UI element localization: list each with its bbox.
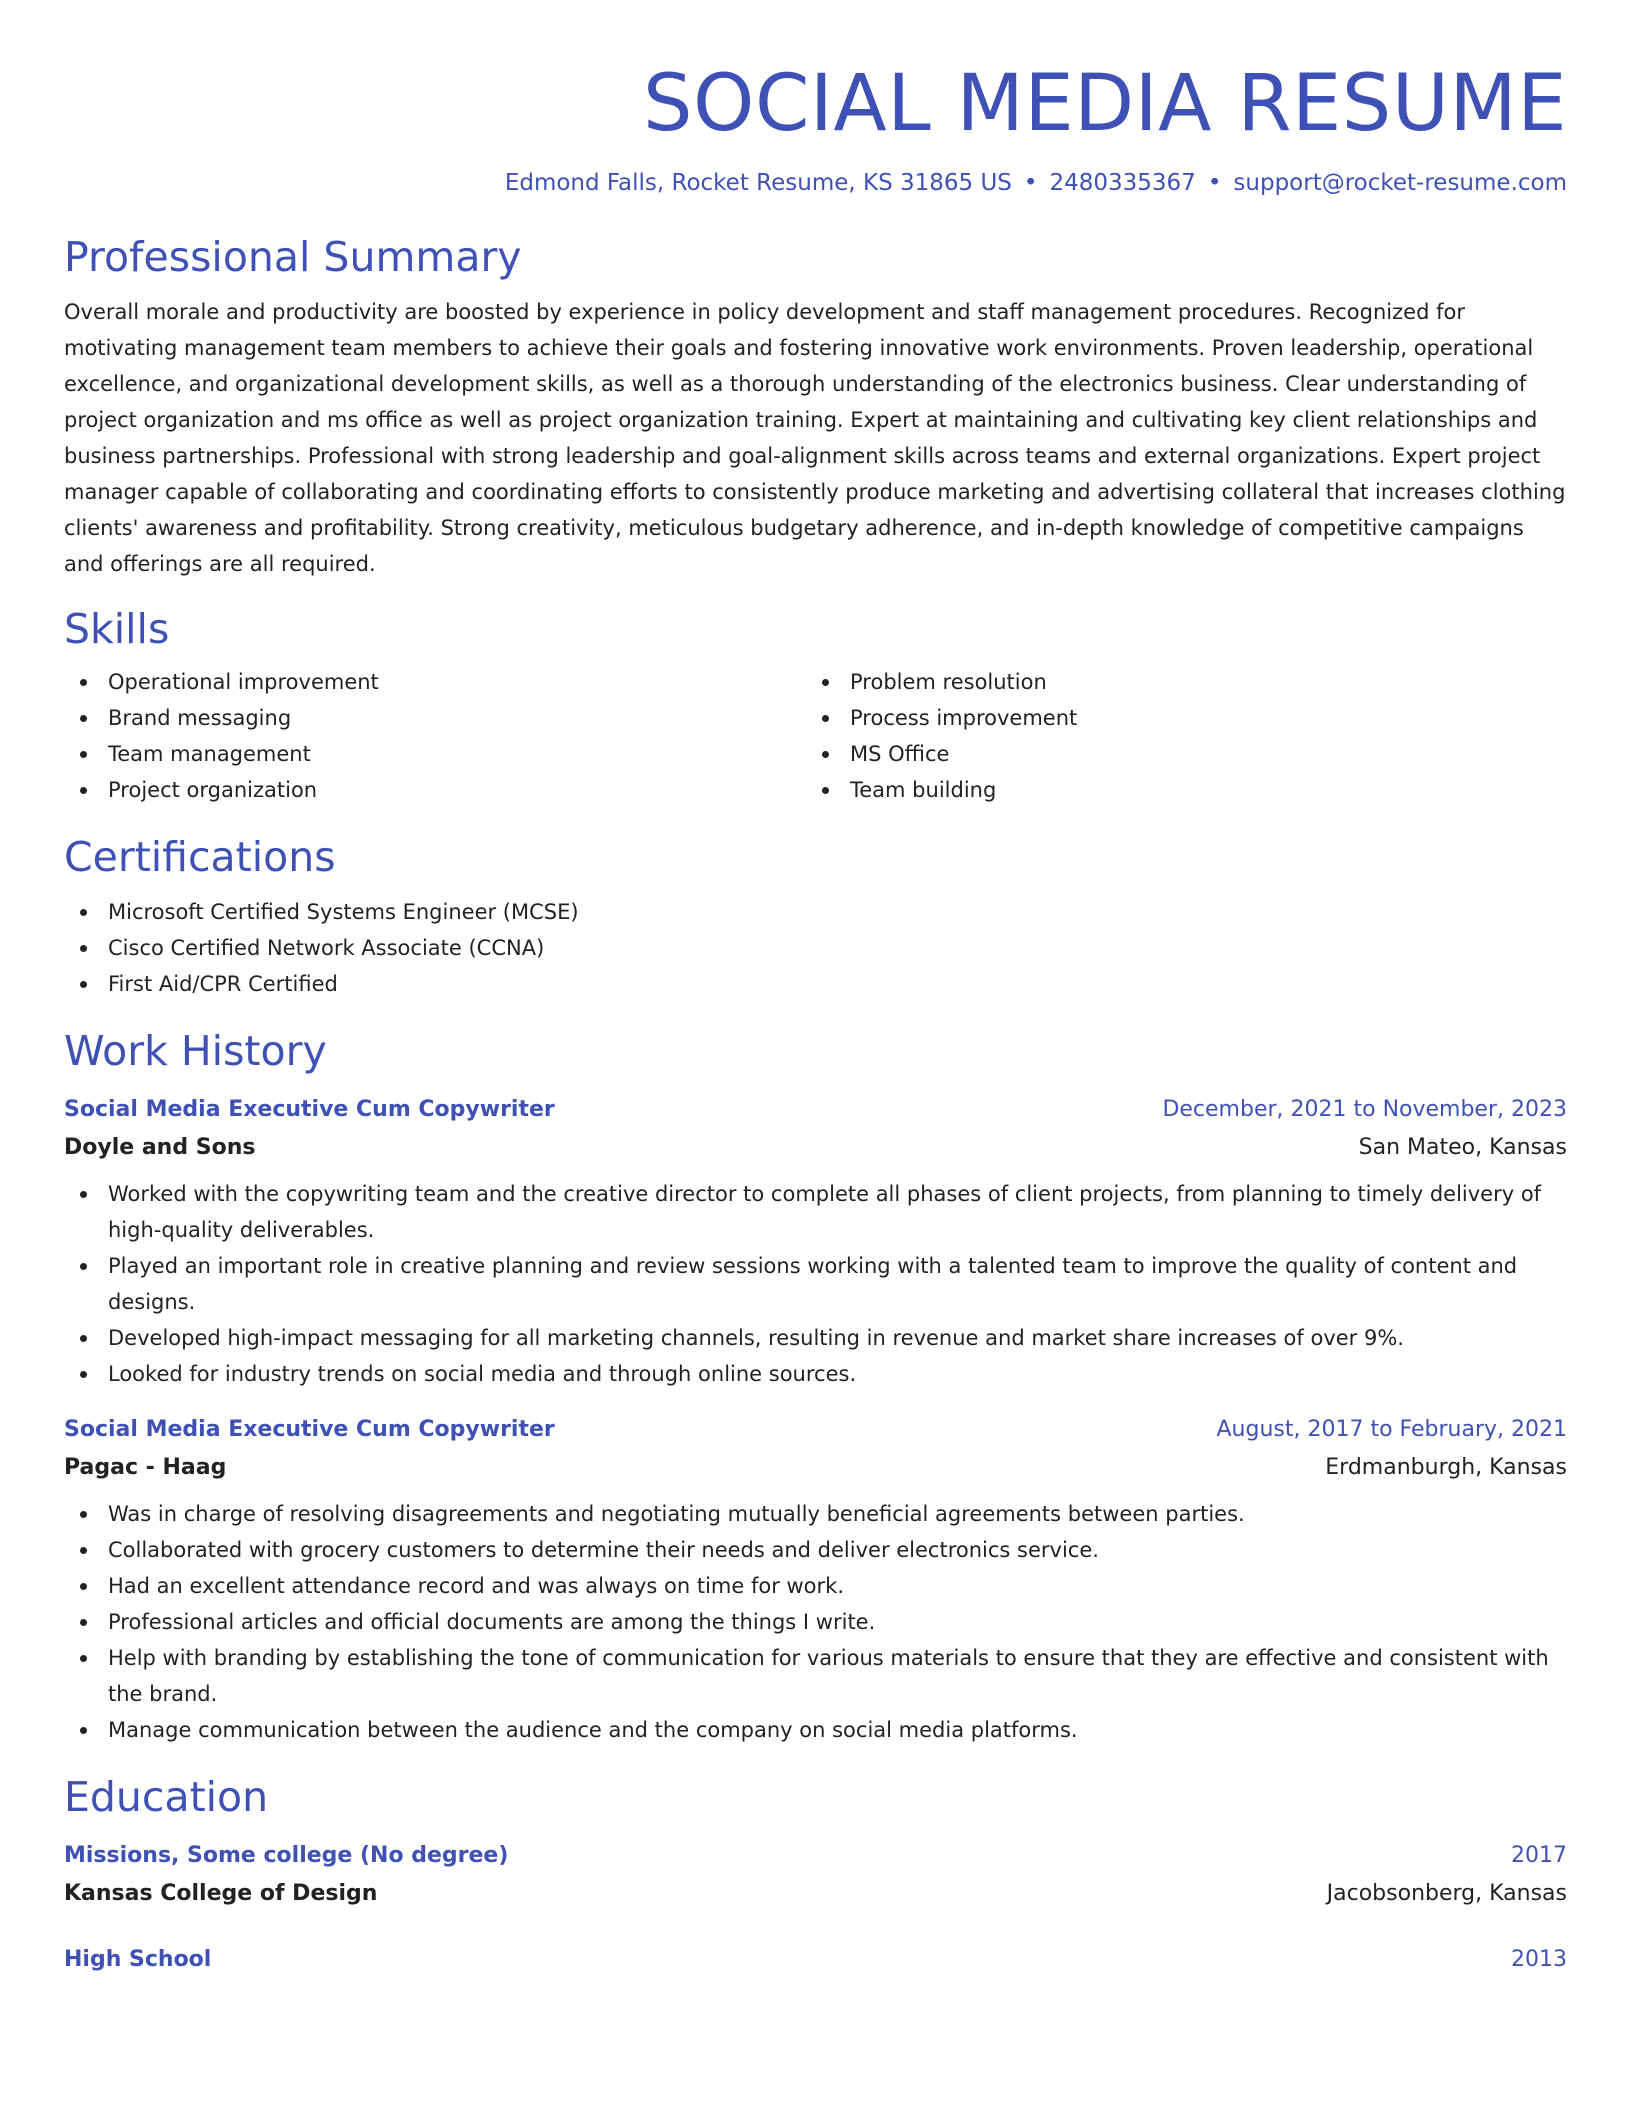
certification-item: Cisco Certified Network Associate (CCNA) <box>64 930 1567 966</box>
skill-item: Operational improvement <box>64 664 806 700</box>
job-employer: Pagac - Haag <box>64 1455 227 1480</box>
education-year: 2013 <box>1511 1947 1567 1972</box>
skill-item: Problem resolution <box>806 664 1548 700</box>
education-degree: Missions, Some college (No degree) <box>64 1843 509 1868</box>
job-bullets <box>64 1176 1567 1392</box>
skills-grid <box>64 664 1567 808</box>
skill-item: Team building <box>806 772 1548 808</box>
skill-item: Team management <box>64 736 806 772</box>
certifications-list <box>64 894 1567 1002</box>
education-entry <box>64 1944 1567 1976</box>
job-bullet: Developed high-impact messaging for all marketing channels, resulting in revenue and market share increases of over 9%. <box>64 1320 1567 1356</box>
summary-heading: Professional Summary <box>64 233 522 281</box>
certifications-heading: Certifications <box>64 833 336 881</box>
education-year: 2017 <box>1511 1843 1567 1868</box>
job-bullet: Worked with the copywriting team and the creative director to complete all phases of client projects, from planning to timely delivery of high-quality deliverables. <box>64 1176 1567 1248</box>
job-bullet: Manage communication between the audience and the company on social media platforms. <box>64 1712 1567 1748</box>
job-bullet: Collaborated with grocery customers to determine their needs and deliver electronics service. <box>64 1532 1567 1568</box>
job-entry <box>64 1414 1567 1748</box>
job-bullet: Had an excellent attendance record and was always on time for work. <box>64 1568 1567 1604</box>
contact-separator: • <box>1023 170 1038 196</box>
work-history-heading: Work History <box>64 1027 327 1075</box>
education-school: Kansas College of Design <box>64 1881 378 1906</box>
job-dates: August, 2017 to February, 2021 <box>1216 1417 1567 1442</box>
job-bullet: Help with branding by establishing the tone of communication for various materials to ensure that they are effective and consistent with the brand. <box>64 1640 1567 1712</box>
resume-page <box>64 0 1567 1976</box>
certification-item: First Aid/CPR Certified <box>64 966 1567 1002</box>
job-bullet: Played an important role in creative planning and review sessions working with a talented team to improve the quality of content and designs. <box>64 1248 1567 1320</box>
job-title: Social Media Executive Cum Copywriter <box>64 1097 555 1122</box>
job-subheader <box>64 1452 1567 1484</box>
job-bullet: Professional articles and official documents are among the things I write. <box>64 1604 1567 1640</box>
skills-list-left <box>64 664 806 808</box>
skill-item: Brand messaging <box>64 700 806 736</box>
education-entry <box>64 1840 1567 1910</box>
skill-item: MS Office <box>806 736 1548 772</box>
education-header <box>64 1944 1567 1976</box>
job-header <box>64 1094 1567 1126</box>
job-bullets <box>64 1496 1567 1748</box>
certification-item: Microsoft Certified Systems Engineer (MCSE) <box>64 894 1567 930</box>
education-degree: High School <box>64 1947 212 1972</box>
job-entry <box>64 1094 1567 1392</box>
skills-list-right <box>806 664 1548 808</box>
education-subheader <box>64 1878 1567 1910</box>
skill-item: Project organization <box>64 772 806 808</box>
contact-email[interactable]: support@rocket-resume.com <box>1233 170 1567 196</box>
skills-heading: Skills <box>64 605 170 653</box>
contact-line <box>64 168 1567 198</box>
education-header <box>64 1840 1567 1872</box>
summary-text: Overall morale and productivity are boosted by experience in policy development and staff management procedures. Recognized for motivating management team members to achieve their goals and fostering innovative work environments. Proven leadership, operational excellence, and organizational development skills, as well as a thorough understanding of the electronics business. Clear understanding of project organization and ms office as well as project organization training. Expert at maintaining and cultivating key client relationships and business partnerships. Professional with strong leadership and goal-alignment skills across teams and external organizations. Expert project manager capable of collaborating and coordinating efforts to consistently produce marketing and advertising collateral that increases clothing clients' awareness and profitability. Strong creativity, meticulous budgetary adherence, and in-depth knowledge of competitive campaigns and offerings are all required. <box>64 300 1566 576</box>
contact-phone: 2480335367 <box>1049 170 1196 196</box>
contact-address: Edmond Falls, Rocket Resume, KS 31865 US <box>504 170 1012 196</box>
job-bullet: Was in charge of resolving disagreements and negotiating mutually beneficial agreements between parties. <box>64 1496 1567 1532</box>
education-location: Jacobsonberg, Kansas <box>1326 1881 1567 1906</box>
job-location: San Mateo, Kansas <box>1358 1135 1567 1160</box>
resume-name: SOCIAL MEDIA RESUME <box>643 59 1567 149</box>
education-heading: Education <box>64 1773 269 1821</box>
job-subheader <box>64 1132 1567 1164</box>
job-employer: Doyle and Sons <box>64 1135 256 1160</box>
job-dates: December, 2021 to November, 2023 <box>1162 1097 1567 1122</box>
job-bullet: Looked for industry trends on social media and through online sources. <box>64 1356 1567 1392</box>
skill-item: Process improvement <box>806 700 1548 736</box>
contact-separator: • <box>1207 170 1222 196</box>
job-header <box>64 1414 1567 1446</box>
job-location: Erdmanburgh, Kansas <box>1325 1455 1567 1480</box>
job-title: Social Media Executive Cum Copywriter <box>64 1417 555 1442</box>
